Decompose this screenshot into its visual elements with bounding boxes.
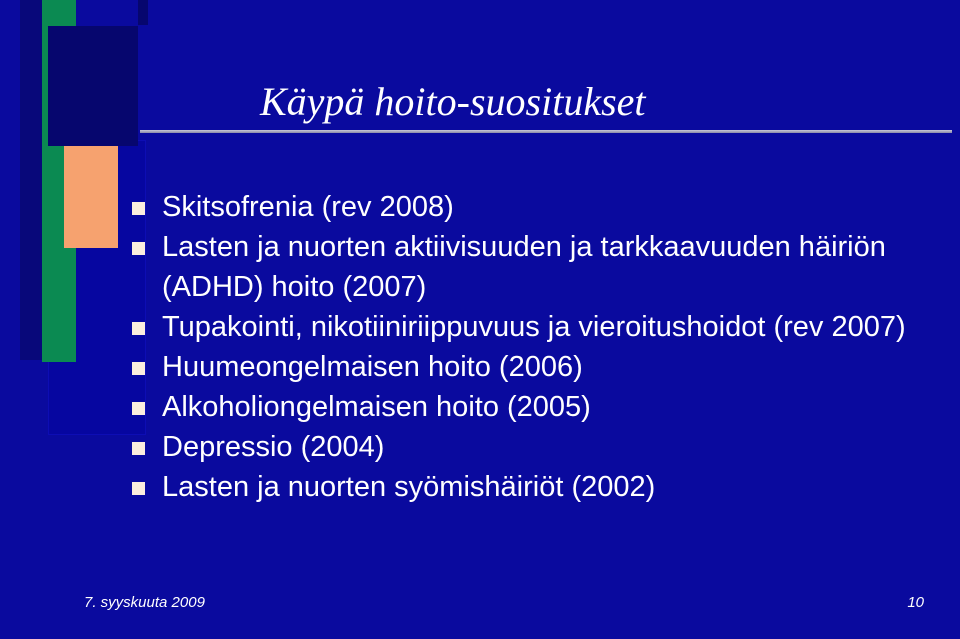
decorative-orange-block — [64, 146, 118, 248]
title-divider — [140, 130, 952, 133]
list-item — [130, 347, 930, 387]
decorative-dark-block — [48, 26, 138, 146]
list-item-text: Tupakointi, nikotiiniriippuvuus ja vieroitushoidot (rev 2007) — [162, 311, 906, 343]
list-item-text: Huumeongelmaisen hoito (2006) — [162, 351, 583, 383]
page-number: 10 — [907, 594, 924, 611]
bullet-square-icon — [132, 322, 145, 335]
list-item — [130, 307, 930, 347]
list-item-text: Skitsofrenia (rev 2008) — [162, 191, 454, 223]
list-item — [130, 467, 930, 507]
list-item-text: Lasten ja nuorten syömishäiriöt (2002) — [162, 471, 656, 503]
slide-title: Käypä hoito-suositukset — [260, 79, 646, 124]
list-item-text: Lasten ja nuorten aktiivisuuden ja tarkkaavuuden häiriön (ADHD) hoito (2007) — [162, 231, 886, 303]
decorative-top-bar — [138, 0, 148, 25]
list-item — [130, 227, 930, 307]
list-item-text: Depressio (2004) — [162, 431, 385, 463]
bullet-square-icon — [132, 402, 145, 415]
list-item — [130, 387, 930, 427]
bullet-square-icon — [132, 442, 145, 455]
list-item-text: Alkoholiongelmaisen hoito (2005) — [162, 391, 591, 423]
list-item — [130, 427, 930, 467]
footer-date: 7. syyskuuta 2009 — [84, 594, 205, 611]
bullet-square-icon — [132, 242, 145, 255]
bullet-list — [130, 187, 930, 507]
bullet-square-icon — [132, 482, 145, 495]
list-item — [130, 187, 930, 227]
bullet-square-icon — [132, 362, 145, 375]
bullet-square-icon — [132, 202, 145, 215]
